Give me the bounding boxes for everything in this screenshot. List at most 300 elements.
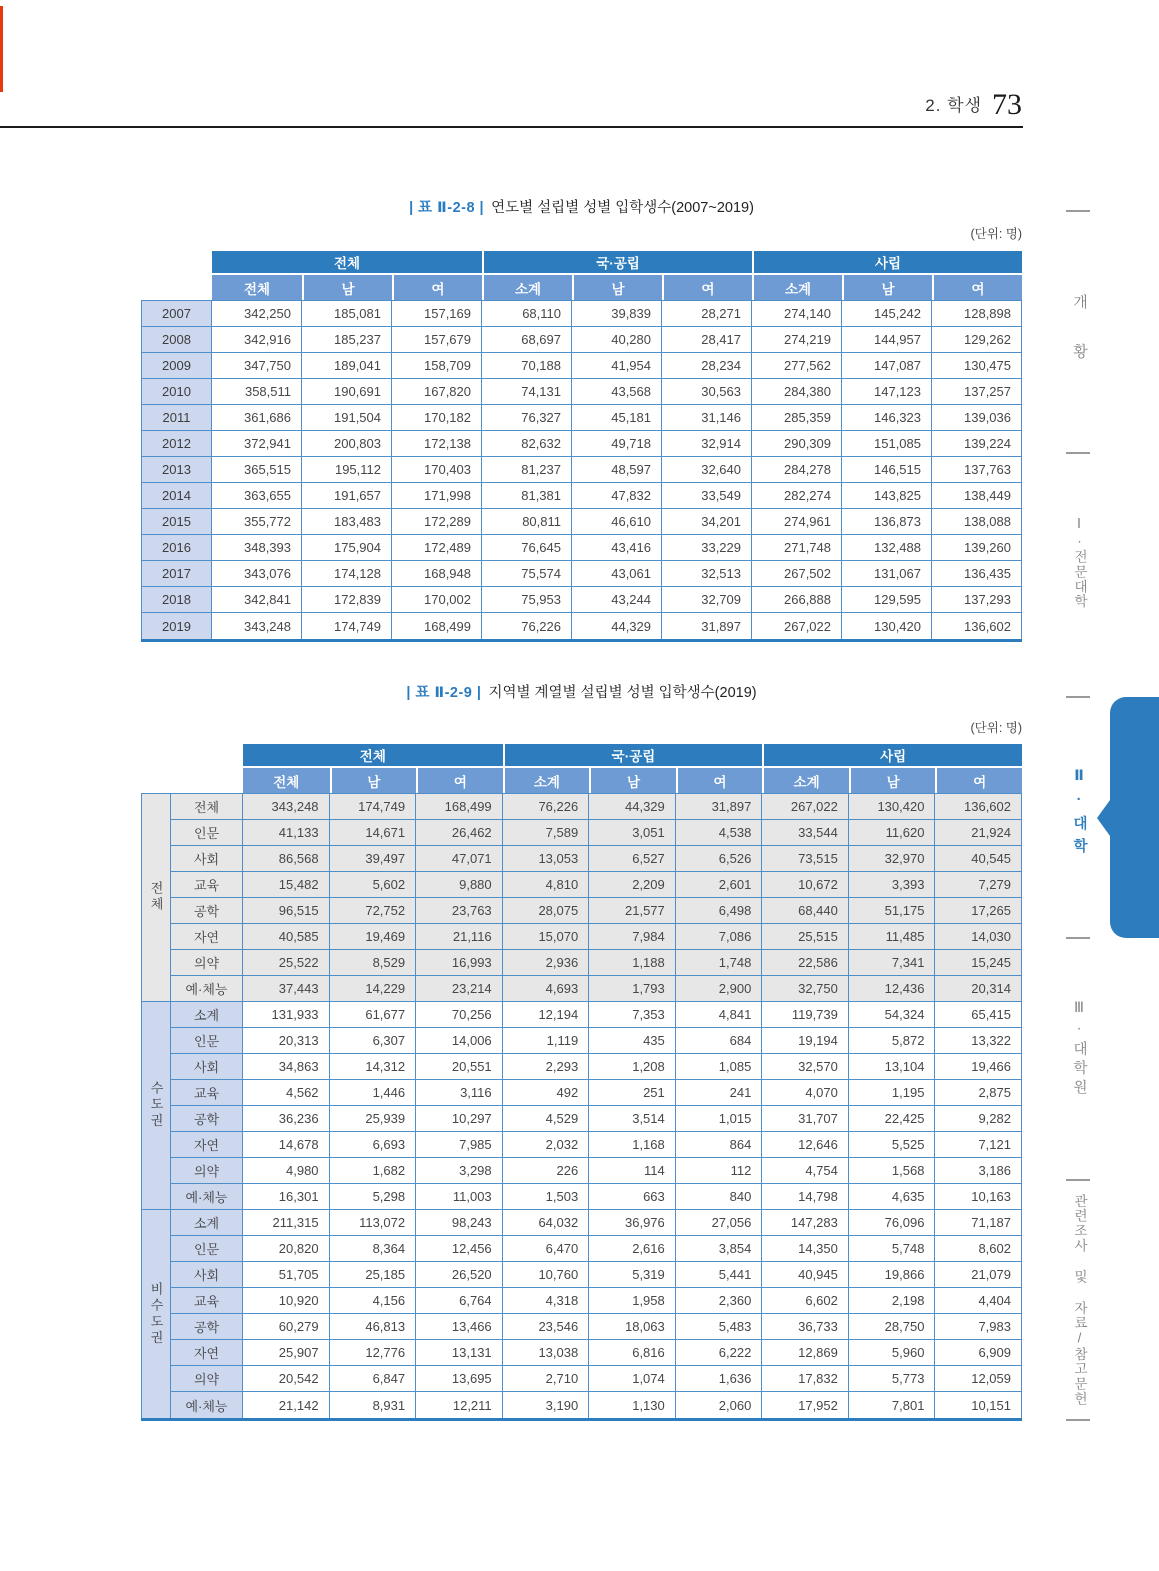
value-cell: 170,002 — [392, 587, 482, 612]
value-cell: 44,329 — [572, 613, 662, 639]
year-cell: 2007 — [141, 301, 212, 326]
value-cell: 1,074 — [589, 1366, 676, 1391]
value-cell: 282,274 — [752, 483, 842, 508]
value-cell: 131,067 — [842, 561, 932, 586]
value-cell: 147,087 — [842, 353, 932, 378]
value-cell: 3,190 — [503, 1392, 590, 1418]
value-cell: 130,475 — [932, 353, 1022, 378]
value-cell: 1,568 — [849, 1158, 936, 1183]
value-cell: 3,854 — [676, 1236, 763, 1261]
table-row — [171, 898, 1022, 924]
sub-header: 여 — [416, 768, 503, 793]
value-cell: 28,234 — [662, 353, 752, 378]
region-rows — [171, 1002, 1022, 1210]
value-cell: 19,466 — [935, 1054, 1022, 1079]
value-cell: 189,041 — [302, 353, 392, 378]
table2-group-header-row — [243, 744, 1022, 768]
value-cell: 267,022 — [752, 613, 842, 639]
value-cell: 32,750 — [762, 976, 849, 1001]
value-cell: 168,499 — [392, 613, 482, 639]
value-cell: 16,993 — [416, 950, 503, 975]
value-cell: 20,314 — [935, 976, 1022, 1001]
value-cell: 2,032 — [503, 1132, 590, 1157]
value-cell: 137,293 — [932, 587, 1022, 612]
value-cell: 5,602 — [330, 872, 417, 897]
value-cell: 361,686 — [212, 405, 302, 430]
value-cell: 343,248 — [243, 794, 330, 819]
value-cell: 21,079 — [935, 1262, 1022, 1287]
year-cell: 2011 — [141, 405, 212, 430]
value-cell: 17,265 — [935, 898, 1022, 923]
sidebar-item-university: Ⅱ·대학 — [1071, 768, 1087, 861]
value-cell: 3,186 — [935, 1158, 1022, 1183]
value-cell: 6,222 — [676, 1340, 763, 1365]
value-cell: 86,568 — [243, 846, 330, 871]
value-cell: 136,602 — [935, 794, 1022, 819]
value-cell: 14,678 — [243, 1132, 330, 1157]
value-cell: 8,364 — [330, 1236, 417, 1261]
value-cell: 2,710 — [503, 1366, 590, 1391]
sub-header: 여 — [662, 275, 752, 300]
sidebar-divider — [1066, 696, 1090, 698]
value-cell: 113,072 — [330, 1210, 417, 1235]
value-cell: 112 — [676, 1158, 763, 1183]
value-cell: 3,393 — [849, 872, 936, 897]
value-cell: 12,869 — [762, 1340, 849, 1365]
value-cell: 3,051 — [589, 820, 676, 845]
region-group — [141, 794, 1022, 1002]
value-cell: 37,443 — [243, 976, 330, 1001]
group-header-private: 사립 — [752, 251, 1022, 273]
table-row — [171, 950, 1022, 976]
table-row — [171, 1106, 1022, 1132]
value-cell: 131,933 — [243, 1002, 330, 1027]
value-cell: 81,381 — [482, 483, 572, 508]
year-cell: 2008 — [141, 327, 212, 352]
value-cell: 71,187 — [935, 1210, 1022, 1235]
value-cell: 171,998 — [392, 483, 482, 508]
value-cell: 4,562 — [243, 1080, 330, 1105]
section-label: 2. 학생 — [925, 96, 982, 115]
table-row — [171, 1054, 1022, 1080]
group-header-total: 전체 — [243, 744, 503, 766]
value-cell: 7,983 — [935, 1314, 1022, 1339]
category-cell: 교육 — [171, 1080, 243, 1105]
table-row — [171, 820, 1022, 846]
table-row — [171, 1002, 1022, 1028]
sub-header: 소계 — [482, 275, 572, 300]
value-cell: 10,672 — [762, 872, 849, 897]
sub-header: 소계 — [752, 275, 842, 300]
sub-header: 여 — [932, 275, 1022, 300]
table-row — [171, 924, 1022, 950]
value-cell: 864 — [676, 1132, 763, 1157]
value-cell: 365,515 — [212, 457, 302, 482]
value-cell: 36,733 — [762, 1314, 849, 1339]
value-cell: 3,514 — [589, 1106, 676, 1131]
table-row — [141, 561, 1022, 587]
category-cell: 의약 — [171, 1158, 243, 1183]
value-cell: 31,897 — [676, 794, 763, 819]
value-cell: 46,813 — [330, 1314, 417, 1339]
table-row — [171, 976, 1022, 1002]
value-cell: 25,907 — [243, 1340, 330, 1365]
value-cell: 4,404 — [935, 1288, 1022, 1313]
value-cell: 1,119 — [503, 1028, 590, 1053]
value-cell: 32,914 — [662, 431, 752, 456]
value-cell: 32,640 — [662, 457, 752, 482]
year-cell: 2018 — [141, 587, 212, 612]
value-cell: 492 — [503, 1080, 590, 1105]
value-cell: 5,441 — [676, 1262, 763, 1287]
value-cell: 168,948 — [392, 561, 482, 586]
value-cell: 139,224 — [932, 431, 1022, 456]
group-header-national-public: 국·공립 — [482, 251, 752, 273]
value-cell: 43,244 — [572, 587, 662, 612]
value-cell: 28,750 — [849, 1314, 936, 1339]
year-cell: 2014 — [141, 483, 212, 508]
sub-header: 남 — [302, 275, 392, 300]
table1-sub-header-row — [212, 275, 1022, 300]
value-cell: 174,749 — [302, 613, 392, 639]
category-cell: 소계 — [171, 1210, 243, 1235]
value-cell: 4,318 — [503, 1288, 590, 1313]
table2-sub-header-row — [243, 768, 1022, 793]
value-cell: 19,866 — [849, 1262, 936, 1287]
value-cell: 372,941 — [212, 431, 302, 456]
value-cell: 33,229 — [662, 535, 752, 560]
table2-title-text: 지역별 계열별 설립별 성별 입학생수(2019) — [488, 685, 757, 701]
value-cell: 342,841 — [212, 587, 302, 612]
value-cell: 19,194 — [762, 1028, 849, 1053]
category-cell: 사회 — [171, 1054, 243, 1079]
value-cell: 143,825 — [842, 483, 932, 508]
value-cell: 6,693 — [330, 1132, 417, 1157]
value-cell: 9,282 — [935, 1106, 1022, 1131]
value-cell: 21,577 — [589, 898, 676, 923]
year-cell: 2016 — [141, 535, 212, 560]
value-cell: 12,211 — [416, 1392, 503, 1418]
value-cell: 74,131 — [482, 379, 572, 404]
value-cell: 28,075 — [503, 898, 590, 923]
value-cell: 20,551 — [416, 1054, 503, 1079]
value-cell: 33,544 — [762, 820, 849, 845]
value-cell: 267,502 — [752, 561, 842, 586]
value-cell: 4,810 — [503, 872, 590, 897]
value-cell: 64,032 — [503, 1210, 590, 1235]
region-label: 수도권 — [141, 1002, 171, 1210]
value-cell: 76,327 — [482, 405, 572, 430]
value-cell: 12,456 — [416, 1236, 503, 1261]
table-row — [171, 1236, 1022, 1262]
value-cell: 435 — [589, 1028, 676, 1053]
value-cell: 10,163 — [935, 1184, 1022, 1209]
value-cell: 7,086 — [676, 924, 763, 949]
value-cell: 10,920 — [243, 1288, 330, 1313]
value-cell: 3,298 — [416, 1158, 503, 1183]
value-cell: 5,748 — [849, 1236, 936, 1261]
category-cell: 교육 — [171, 872, 243, 897]
value-cell: 20,542 — [243, 1366, 330, 1391]
value-cell: 5,483 — [676, 1314, 763, 1339]
value-cell: 12,059 — [935, 1366, 1022, 1391]
value-cell: 12,776 — [330, 1340, 417, 1365]
value-cell: 17,952 — [762, 1392, 849, 1418]
value-cell: 14,671 — [330, 820, 417, 845]
value-cell: 128,898 — [932, 301, 1022, 326]
value-cell: 13,053 — [503, 846, 590, 871]
value-cell: 157,679 — [392, 327, 482, 352]
region-label: 전체 — [141, 794, 171, 1002]
value-cell: 23,763 — [416, 898, 503, 923]
value-cell: 25,515 — [762, 924, 849, 949]
value-cell: 1,446 — [330, 1080, 417, 1105]
year-cell: 2012 — [141, 431, 212, 456]
value-cell: 28,271 — [662, 301, 752, 326]
value-cell: 65,415 — [935, 1002, 1022, 1027]
value-cell: 136,602 — [932, 613, 1022, 639]
value-cell: 72,752 — [330, 898, 417, 923]
value-cell: 8,529 — [330, 950, 417, 975]
year-cell: 2010 — [141, 379, 212, 404]
value-cell: 130,420 — [849, 794, 936, 819]
value-cell: 43,416 — [572, 535, 662, 560]
sub-header: 남 — [572, 275, 662, 300]
value-cell: 290,309 — [752, 431, 842, 456]
table-row — [171, 1184, 1022, 1210]
sub-header: 소계 — [503, 768, 590, 793]
value-cell: 2,616 — [589, 1236, 676, 1261]
category-cell: 자연 — [171, 924, 243, 949]
year-cell: 2017 — [141, 561, 212, 586]
value-cell: 342,916 — [212, 327, 302, 352]
value-cell: 75,953 — [482, 587, 572, 612]
value-cell: 76,645 — [482, 535, 572, 560]
sidebar-divider — [1066, 452, 1090, 454]
table1-title — [141, 196, 1022, 217]
table1-tag: | 표 Ⅱ-2-8 | — [409, 200, 485, 216]
value-cell: 48,597 — [572, 457, 662, 482]
value-cell: 146,515 — [842, 457, 932, 482]
value-cell: 151,085 — [842, 431, 932, 456]
value-cell: 251 — [589, 1080, 676, 1105]
value-cell: 167,820 — [392, 379, 482, 404]
value-cell: 4,693 — [503, 976, 590, 1001]
group-header-private: 사립 — [762, 744, 1022, 766]
value-cell: 147,283 — [762, 1210, 849, 1235]
value-cell: 40,280 — [572, 327, 662, 352]
value-cell: 2,601 — [676, 872, 763, 897]
sub-header: 전체 — [243, 768, 330, 793]
value-cell: 36,236 — [243, 1106, 330, 1131]
value-cell: 15,482 — [243, 872, 330, 897]
value-cell: 61,677 — [330, 1002, 417, 1027]
value-cell: 11,620 — [849, 820, 936, 845]
value-cell: 2,875 — [935, 1080, 1022, 1105]
value-cell: 12,194 — [503, 1002, 590, 1027]
category-cell: 소계 — [171, 1002, 243, 1027]
category-cell: 자연 — [171, 1132, 243, 1157]
value-cell: 34,201 — [662, 509, 752, 534]
sidebar-item-overview: 개황 — [1071, 294, 1088, 393]
value-cell: 172,289 — [392, 509, 482, 534]
table1-title-text: 연도별 설립별 성별 입학생수(2007~2019) — [491, 200, 754, 216]
value-cell: 284,278 — [752, 457, 842, 482]
value-cell: 41,133 — [243, 820, 330, 845]
sidebar-divider — [1066, 210, 1090, 212]
value-cell: 147,123 — [842, 379, 932, 404]
table-row — [171, 1262, 1022, 1288]
year-cell: 2013 — [141, 457, 212, 482]
value-cell: 15,070 — [503, 924, 590, 949]
value-cell: 68,697 — [482, 327, 572, 352]
value-cell: 32,570 — [762, 1054, 849, 1079]
value-cell: 168,499 — [416, 794, 503, 819]
value-cell: 96,515 — [243, 898, 330, 923]
value-cell: 211,315 — [243, 1210, 330, 1235]
value-cell: 185,237 — [302, 327, 392, 352]
value-cell: 34,863 — [243, 1054, 330, 1079]
category-cell: 예·체능 — [171, 1184, 243, 1209]
value-cell: 14,350 — [762, 1236, 849, 1261]
value-cell: 11,003 — [416, 1184, 503, 1209]
sidebar-divider — [1066, 937, 1090, 939]
value-cell: 4,529 — [503, 1106, 590, 1131]
value-cell: 20,820 — [243, 1236, 330, 1261]
value-cell: 16,301 — [243, 1184, 330, 1209]
value-cell: 343,248 — [212, 613, 302, 639]
page-number: 73 — [992, 88, 1022, 121]
value-cell: 47,071 — [416, 846, 503, 871]
value-cell: 10,151 — [935, 1392, 1022, 1418]
table-row — [141, 405, 1022, 431]
value-cell: 347,750 — [212, 353, 302, 378]
category-cell: 의약 — [171, 950, 243, 975]
value-cell: 18,063 — [589, 1314, 676, 1339]
table-row — [171, 1210, 1022, 1236]
value-cell: 1,958 — [589, 1288, 676, 1313]
value-cell: 19,469 — [330, 924, 417, 949]
value-cell: 195,112 — [302, 457, 392, 482]
table-enrollment-by-year — [141, 251, 1022, 642]
sub-header: 여 — [935, 768, 1022, 793]
table-row — [141, 301, 1022, 327]
sidebar-item-related-surveys-references: 관련조사 및 자료/참고문헌 — [1072, 1194, 1087, 1407]
value-cell: 51,705 — [243, 1262, 330, 1287]
value-cell: 51,175 — [849, 898, 936, 923]
value-cell: 7,121 — [935, 1132, 1022, 1157]
value-cell: 6,498 — [676, 898, 763, 923]
year-cell: 2019 — [141, 613, 212, 639]
value-cell: 271,748 — [752, 535, 842, 560]
value-cell: 9,880 — [416, 872, 503, 897]
value-cell: 6,909 — [935, 1340, 1022, 1365]
table-row — [171, 1132, 1022, 1158]
table1-group-header-row — [212, 251, 1022, 275]
table-row — [171, 1366, 1022, 1392]
value-cell: 130,420 — [842, 613, 932, 639]
value-cell: 39,497 — [330, 846, 417, 871]
value-cell: 1,195 — [849, 1080, 936, 1105]
value-cell: 6,816 — [589, 1340, 676, 1365]
value-cell: 7,279 — [935, 872, 1022, 897]
value-cell: 170,403 — [392, 457, 482, 482]
value-cell: 241 — [676, 1080, 763, 1105]
value-cell: 46,610 — [572, 509, 662, 534]
value-cell: 17,832 — [762, 1366, 849, 1391]
value-cell: 31,897 — [662, 613, 752, 639]
value-cell: 138,088 — [932, 509, 1022, 534]
value-cell: 183,483 — [302, 509, 392, 534]
value-cell: 6,470 — [503, 1236, 590, 1261]
value-cell: 1,748 — [676, 950, 763, 975]
value-cell: 174,128 — [302, 561, 392, 586]
value-cell: 43,568 — [572, 379, 662, 404]
value-cell: 2,060 — [676, 1392, 763, 1418]
value-cell: 1,793 — [589, 976, 676, 1001]
table-row — [141, 457, 1022, 483]
value-cell: 4,980 — [243, 1158, 330, 1183]
value-cell: 2,936 — [503, 950, 590, 975]
value-cell: 68,440 — [762, 898, 849, 923]
value-cell: 137,257 — [932, 379, 1022, 404]
category-cell: 인문 — [171, 1236, 243, 1261]
value-cell: 145,242 — [842, 301, 932, 326]
red-crop-mark — [0, 6, 3, 92]
value-cell: 226 — [503, 1158, 590, 1183]
value-cell: 1,015 — [676, 1106, 763, 1131]
value-cell: 3,116 — [416, 1080, 503, 1105]
value-cell: 68,110 — [482, 301, 572, 326]
value-cell: 33,549 — [662, 483, 752, 508]
value-cell: 32,513 — [662, 561, 752, 586]
value-cell: 36,976 — [589, 1210, 676, 1235]
value-cell: 11,485 — [849, 924, 936, 949]
value-cell: 70,188 — [482, 353, 572, 378]
value-cell: 174,749 — [330, 794, 417, 819]
category-cell: 전체 — [171, 794, 243, 819]
value-cell: 15,245 — [935, 950, 1022, 975]
value-cell: 30,563 — [662, 379, 752, 404]
value-cell: 20,313 — [243, 1028, 330, 1053]
category-cell: 교육 — [171, 1288, 243, 1313]
value-cell: 8,931 — [330, 1392, 417, 1418]
value-cell: 81,237 — [482, 457, 572, 482]
value-cell: 139,260 — [932, 535, 1022, 560]
value-cell: 355,772 — [212, 509, 302, 534]
table2-title — [141, 681, 1022, 702]
value-cell: 1,188 — [589, 950, 676, 975]
value-cell: 7,341 — [849, 950, 936, 975]
value-cell: 44,329 — [589, 794, 676, 819]
value-cell: 136,873 — [842, 509, 932, 534]
value-cell: 13,038 — [503, 1340, 590, 1365]
table-row — [171, 1392, 1022, 1418]
table-row — [141, 353, 1022, 379]
category-cell: 인문 — [171, 820, 243, 845]
value-cell: 840 — [676, 1184, 763, 1209]
value-cell: 98,243 — [416, 1210, 503, 1235]
value-cell: 684 — [676, 1028, 763, 1053]
table-row — [171, 846, 1022, 872]
value-cell: 25,185 — [330, 1262, 417, 1287]
value-cell: 348,393 — [212, 535, 302, 560]
value-cell: 363,655 — [212, 483, 302, 508]
value-cell: 4,156 — [330, 1288, 417, 1313]
value-cell: 6,847 — [330, 1366, 417, 1391]
category-cell: 사회 — [171, 1262, 243, 1287]
sidebar-item-graduate-school: Ⅲ·대학원 — [1071, 1000, 1087, 1099]
